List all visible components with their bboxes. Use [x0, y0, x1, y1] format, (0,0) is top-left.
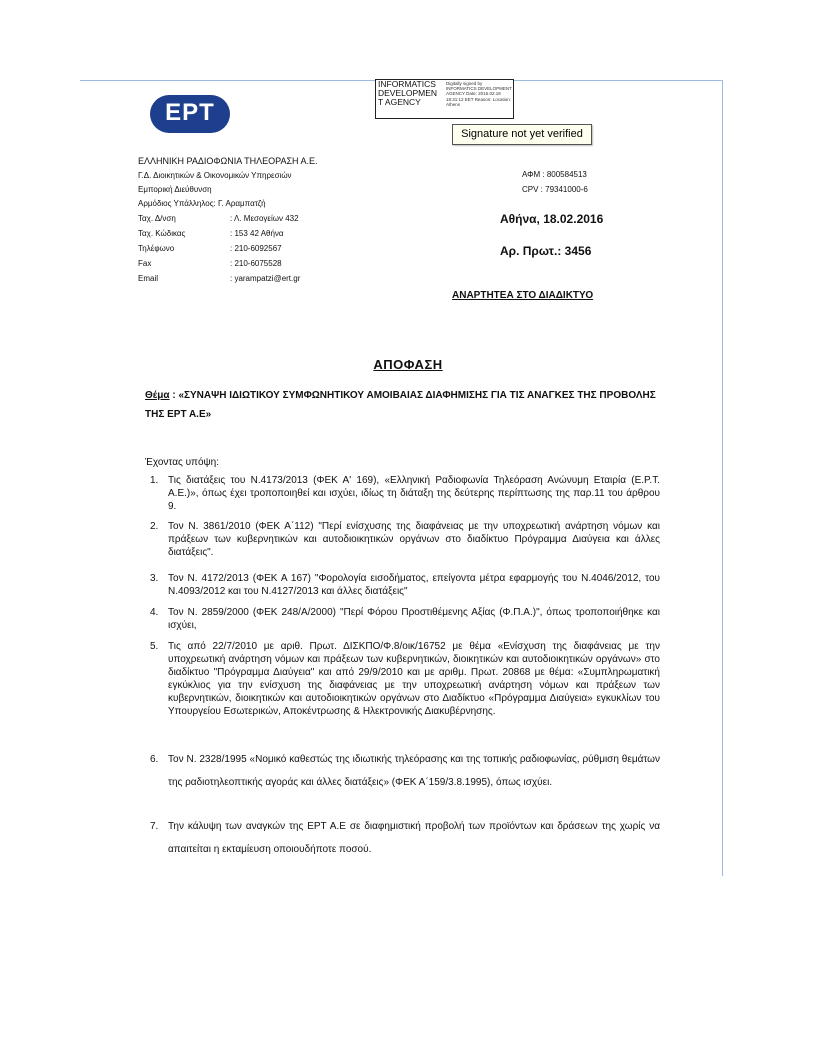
contact-label-fax: Fax [138, 259, 152, 268]
contact-label-email: Email [138, 274, 159, 283]
item-number: 2. [150, 521, 159, 532]
org-officer: Αρμόδιος Υπάλληλος: Γ. Αραμπατζή [138, 199, 266, 208]
item-text: Τον Ν. 3861/2010 (ΦΕΚ Α΄112) "Περί ενίσχυσης της διαφάνειας με την υποχρεωτική ανάρτηση νόμων και πράξεων των κυβερνητικών και αυτοδιοικητικών οργάνων στο διαδίκτυο Πρόγραμμα Διαύγεια και άλλες διατάξεις". [168, 521, 660, 558]
item-text: Την κάλυψη των αναγκών της ΕΡΤ Α.Ε σε διαφημιστική προβολή των προϊόντων και δράσεων της χωρίς να απαιτείται η εκταμίευση οποιουδήποτε ποσού. [168, 821, 660, 855]
tax-id: ΑΦΜ : 800584513 [522, 170, 587, 179]
subject-text: : «ΣΥΝΑΨΗ ΙΔΙΩΤΙΚΟΥ ΣΥΜΦΩΝΗΤΙΚΟΥ ΑΜΟΙΒΑΙΑΣ ΔΙΑΦΗΜΙΣΗΣ ΓΙΑ ΤΙΣ ΑΝΑΓΚΕΣ ΤΗΣ ΠΡΟΒΟΛΗΣ ΤΗΣ ΕΡΤ Α.Ε» [145, 390, 656, 420]
page-edge-right [722, 80, 723, 876]
item-text: Τον Ν. 4172/2013 (ΦΕΚ Α 167) "Φορολογία εισοδήματος, επείγοντα μέτρα εφαρμογής του Ν.4046/2012, του Ν.4093/2012 και του Ν.4127/2013 και άλλες διατάξεις" [168, 573, 660, 597]
item-text: Τις από 22/7/2010 με αριθ. Πρωτ. ΔΙΣΚΠΟ/Φ.8/οικ/16752 με θέμα «Ενίσχυση της διαφάνειας με την υποχρεωτική ανάρτηση νόμων και πράξεων των κυβερνητικών, διοικητικών και αυτοδιοικητικών οργάνων» στο διαδίκτυο "Πρόγραμμα Διαύγεια" και από 29/9/2010 και με αριθμ. Πρωτ. 20868 με θέμα: «Συμπληρωματική εγκύκλιος για την ενίσχυση της διαφάνειας με την υποχρεωτική ανάρτηση νόμων και πράξεων των κυβερνητικών, διοικητικών και αυτοδιοικητικών οργάνων στο Διαδίκτυο «Πρόγραμμα Διαύγεια» εγκυκλίων του Υπουργείου Εσωτερικών, Αποκέντρωσης & Ηλεκτρονικής Διακυβέρνησης. [168, 641, 660, 717]
item-number: 5. [150, 641, 159, 652]
digital-signature-box[interactable] [375, 79, 514, 119]
subject-label: Θέμα [145, 390, 170, 401]
contact-value-email: : yarampatzi@ert.gr [230, 274, 301, 283]
contact-value-phone: : 210-6092567 [230, 244, 282, 253]
signature-org: INFORMATICS DEVELOPMEN T AGENCY [378, 79, 438, 107]
contact-label-postcode: Ταχ. Κώδικας [138, 229, 186, 238]
post-online-note: ΑΝΑΡΤΗΤΕΑ ΣΤΟ ΔΙΑΔΙΚΤΥΟ [452, 290, 594, 301]
item-number: 4. [150, 607, 159, 618]
org-division: Εμπορική Διεύθυνση [138, 185, 212, 194]
logo-text: ΕΡΤ [165, 99, 215, 126]
document-title: ΑΠΟΦΑΣΗ [373, 357, 443, 372]
contact-value-fax: : 210-6075528 [230, 259, 282, 268]
org-department: Γ.Δ. Διοικητικών & Οικονομικών Υπηρεσιών [138, 171, 292, 180]
contact-value-address: : Λ. Μεσογείων 432 [230, 214, 299, 223]
contact-value-postcode: : 153 42 Αθήνα [230, 229, 284, 238]
ert-logo [150, 95, 230, 133]
item-text: Τον Ν. 2328/1995 «Νομικό καθεστώς της ιδιωτικής τηλεόρασης και της τοπικής ραδιοφωνίας, ρύθμιση θεμάτων της ραδιοτηλεοπτικής αγοράς και άλλες διατάξεις» (ΦΕΚ Α΄159/3.8.1995), όπως ισχύει. [168, 754, 660, 788]
item-text: Τις διατάξεις του Ν.4173/2013 (ΦΕΚ Α' 169), «Ελληνική Ραδιοφωνία Τηλεόραση Ανώνυμη Εταιρία (Ε.Ρ.Τ. Α.Ε.)», όπως έχει τροποποιηθεί και ισχύει, ιδίως τη διάταξη της δεύτερης περίπτωσης της παρ.11 του άρθρου 9. [168, 475, 660, 512]
item-text: Τον Ν. 2859/2000 (ΦΕΚ 248/Α/2000) "Περί Φόρου Προστιθέμενης Αξίας (Φ.Π.Α.)", όπως τροποποιήθηκε και ισχύει, [168, 607, 660, 631]
cpv-code: CPV : 79341000-6 [522, 185, 588, 194]
signature-tooltip: Signature not yet verified [452, 124, 592, 145]
org-name: ΕΛΛΗΝΙΚΗ ΡΑΔΙΟΦΩΝΙΑ ΤΗΛΕΟΡΑΣΗ Α.Ε. [138, 156, 318, 166]
signature-details: Digitally signed by INFORMATICS DEVELOPMENT AGENCY Date: 2016.02.18 18:31:12 EET Reason: Location: Athens [446, 81, 512, 107]
contact-label-address: Ταχ. Δ/νση [138, 214, 176, 223]
intro-text: Έχοντας υπόψη: [145, 457, 219, 468]
document-date: Αθήνα, 18.02.2016 [500, 212, 604, 226]
item-number: 3. [150, 573, 159, 584]
item-number: 1. [150, 475, 159, 486]
contact-label-phone: Τηλέφωνο [138, 244, 175, 253]
item-number: 6. [150, 754, 159, 765]
item-number: 7. [150, 821, 159, 832]
subject [145, 386, 665, 424]
protocol-number: Αρ. Πρωτ.: 3456 [500, 244, 592, 258]
